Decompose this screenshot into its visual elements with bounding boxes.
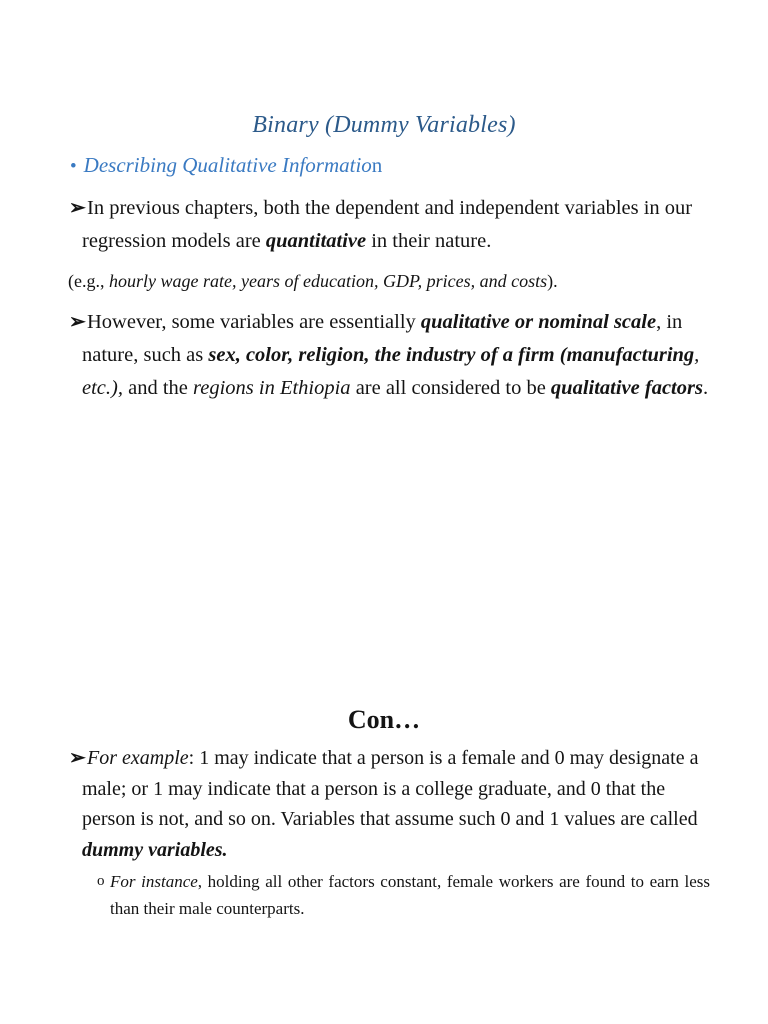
- arrow-bullet-icon: ➢: [69, 197, 86, 219]
- emphasis: dummy variables.: [82, 838, 228, 861]
- arrow-bullet-icon: ➢: [69, 747, 86, 769]
- bullet-icon: •: [70, 156, 77, 177]
- text: (e.g.,: [68, 271, 109, 291]
- text: : 1 may indicate that a person is a female and 0 may designate a male; or 1 may indicate that a person is a college graduate, and 0 that the person is not, and so on. Variables that assume such 0 and 1 values are called: [82, 747, 699, 830]
- text: .: [702, 377, 709, 399]
- circle-bullet-icon: o: [97, 873, 105, 889]
- paragraph-qualitative: [69, 306, 722, 405]
- subheading-tail: n: [371, 153, 383, 177]
- paragraph-example: [69, 743, 722, 865]
- text: in their nature.: [366, 230, 492, 252]
- sub-bullet-instance: [97, 868, 711, 922]
- emphasis: qualitative factors: [550, 377, 703, 399]
- emphasis: sex, color, religion, the industry of a firm (manufacturing: [208, 344, 695, 366]
- subheading-text: Describing Qualitative Informatio: [83, 153, 372, 177]
- text: However, some variables are essentially: [87, 311, 421, 333]
- text: For instance: [110, 872, 198, 891]
- examples-text: hourly wage rate, years of education, GDP, prices, and costs: [108, 271, 548, 291]
- slide-title: Binary (Dummy Variables): [252, 112, 516, 138]
- emphasis: qualitative or nominal scale: [420, 311, 657, 333]
- text: regions in Ethiopia: [193, 377, 351, 399]
- examples-line: [68, 267, 748, 295]
- text: are all considered to be: [350, 377, 551, 399]
- text: and the: [122, 377, 194, 399]
- text: In previous chapters, both the dependent and independent variables in our regression models are: [82, 197, 693, 252]
- slide-title: Con…: [347, 705, 421, 734]
- slide-2: [0, 512, 768, 1024]
- text: , holding all other factors constant, female workers are found to earn less than their male counterparts.: [110, 872, 711, 918]
- arrow-bullet-icon: ➢: [69, 311, 86, 333]
- subheading: [70, 153, 382, 178]
- text: For example: [87, 747, 189, 769]
- text: , in nature, such as: [82, 311, 683, 366]
- emphasis: quantitative: [265, 230, 367, 252]
- text: , etc.),: [82, 344, 700, 399]
- paragraph-quantitative: [69, 192, 722, 258]
- text: ).: [547, 271, 558, 291]
